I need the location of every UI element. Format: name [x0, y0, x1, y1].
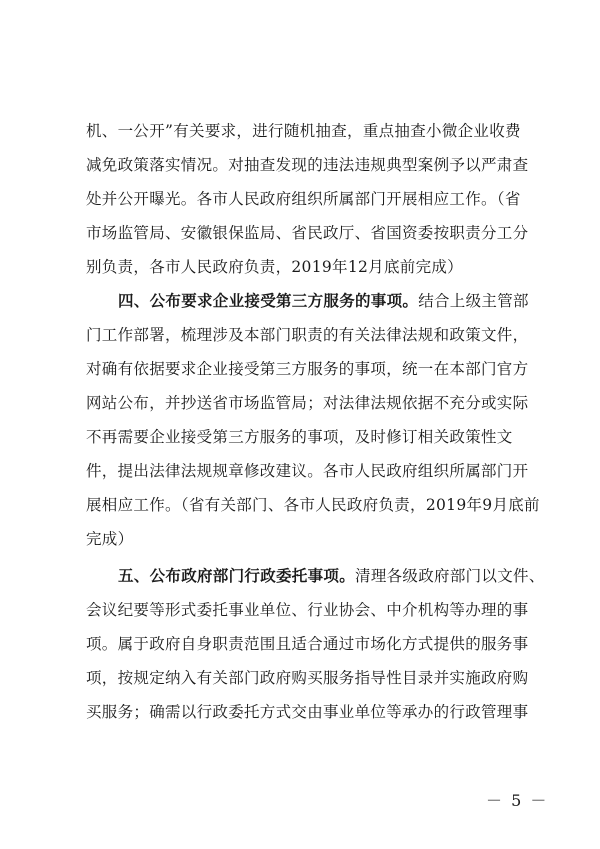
page-number: － 5 － [486, 791, 549, 810]
text-line: 完成） [86, 530, 134, 548]
text-line: 展相应工作。（省有关部门、各市人民政府负责，2019年9月底前 [86, 496, 540, 514]
text-line: 机、一公开”有关要求，进行随机抽查，重点抽查小微企业收费 [86, 122, 521, 140]
text-line: 会议纪要等形式委托事业单位、行业协会、中介机构等办理的事 [86, 601, 529, 619]
section-five-text: 清理各级政府部门以文件、 [355, 567, 545, 585]
text-line: 门工作部署，梳理涉及本部门职责的有关法律法规和政策文件， [86, 326, 529, 344]
text-line: 买服务；确需以行政委托方式交由事业单位等承办的行政管理事 [86, 703, 529, 721]
text-line: 件，提出法律法规规章修改建议。各市人民政府组织所属部门开 [86, 462, 529, 480]
section-four-text: 结合上级主管部 [418, 292, 529, 310]
section-four-heading: 四、公布要求企业接受第三方服务的事项。 [118, 292, 419, 310]
text-line: 项。属于政府自身职责范围且适合通过市场化方式提供的服务事 [86, 635, 529, 653]
text-line: 项，按规定纳入有关部门政府购买服务指导性目录并实施政府购 [86, 669, 529, 687]
text-line: 不再需要企业接受第三方服务的事项，及时修订相关政策性文 [86, 428, 513, 446]
text-line: 市场监管局、安徽银保监局、省民政厅、省国资委按职责分工分 [86, 224, 529, 242]
section-four-first-line [118, 291, 529, 311]
text-line: 处并公开曝光。各市人民政府组织所属部门开展相应工作。（省 [86, 190, 521, 208]
section-five-first-line [118, 566, 545, 586]
text-line: 网站公布，并抄送省市场监管局；对法律法规依据不充分或实际 [86, 394, 529, 412]
text-line: 减免政策落实情况。对抽查发现的违法违规典型案例予以严肃查 [86, 156, 529, 174]
text-line: 别负责，各市人民政府负责，2019年12月底前完成） [86, 258, 463, 276]
section-five-heading: 五、公布政府部门行政委托事项。 [118, 567, 356, 585]
text-line: 对确有依据要求企业接受第三方服务的事项，统一在本部门官方 [86, 360, 529, 378]
